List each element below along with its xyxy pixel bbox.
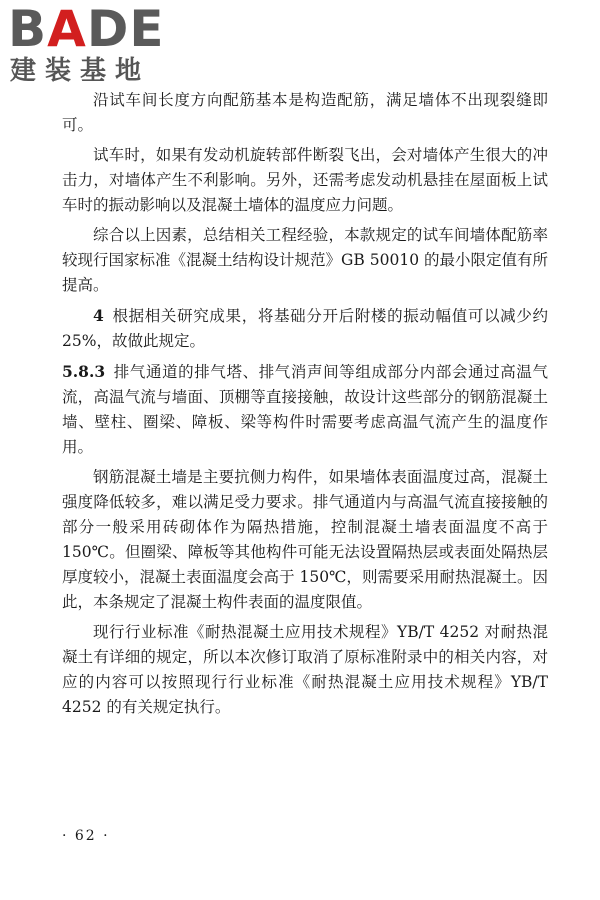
paragraph-2: [62, 143, 548, 218]
paragraph-text: 根据相关研究成果，将基础分开后附楼的振动幅值可以减少约 25%，故做此规定。: [62, 307, 548, 350]
logo-letters-de: DE: [86, 0, 165, 58]
paragraph-3: [62, 223, 548, 298]
logo-letter-b: B: [8, 0, 48, 58]
paragraph-text: 排气通道的排气塔、排气消声间等组成部分内部会通过高温气流，高温气流与墙面、顶棚等直接接触，故设计这些部分的钢筋混凝土墙、壁柱、圈梁、障板、梁等构件时需要考虑高温气流产生的温度作用。: [62, 363, 548, 456]
paragraph-text: 综合以上因素，总结相关工程经验，本款规定的试车间墙体配筋率较现行国家标准《混凝土结构设计规范》GB 50010 的最小限定值有所提高。: [62, 226, 548, 294]
paragraph-text: 钢筋混凝土墙是主要抗侧力构件，如果墙体表面温度过高，混凝土强度降低较多，难以满足受力要求。排气通道内与高温气流直接接触的部分一般采用砖砌体作为隔热措施，控制混凝土墙表面温度不高于 150℃。但圈梁、障板等其他构件可能无法设置隔热层或表面处隔热层厚度较小，混凝土表面温度会高于 150℃，则需要采用耐热混凝土。因此，本条规定了混凝土构件表面的温度限值。: [62, 468, 548, 611]
paragraph-item-4: [62, 303, 548, 354]
document-body: [62, 88, 548, 725]
paragraph-text: 现行行业标准《耐热混凝土应用技术规程》YB/T 4252 对耐热混凝土有详细的规定，所以本次修订取消了原标准附录中的相关内容，对应的内容可以按照现行行业标准《耐热混凝土应用技术规程》YB/T 4252 的有关规定执行。: [62, 623, 548, 716]
item-number: 4: [93, 306, 104, 325]
clause-number: 5.8.3: [62, 362, 106, 381]
bade-logo: [8, 0, 178, 86]
paragraph-text: 沿试车间长度方向配筋基本是构造配筋，满足墙体不出现裂缝即可。: [62, 91, 548, 134]
logo-letter-a: A: [47, 0, 87, 58]
paragraph-7: [62, 620, 548, 720]
logo-wordmark: [8, 0, 165, 58]
page-number: · 62 ·: [62, 828, 110, 844]
logo-subtitle: 建装基地: [10, 56, 151, 86]
clause-5-8-3: [62, 359, 548, 460]
paragraph-1: [62, 88, 548, 138]
paragraph-text: 试车时，如果有发动机旋转部件断裂飞出，会对墙体产生很大的冲击力，对墙体产生不利影响。另外，还需考虑发动机悬挂在屋面板上试车时的振动影响以及混凝土墙体的温度应力问题。: [62, 146, 548, 214]
paragraph-6: [62, 465, 548, 615]
